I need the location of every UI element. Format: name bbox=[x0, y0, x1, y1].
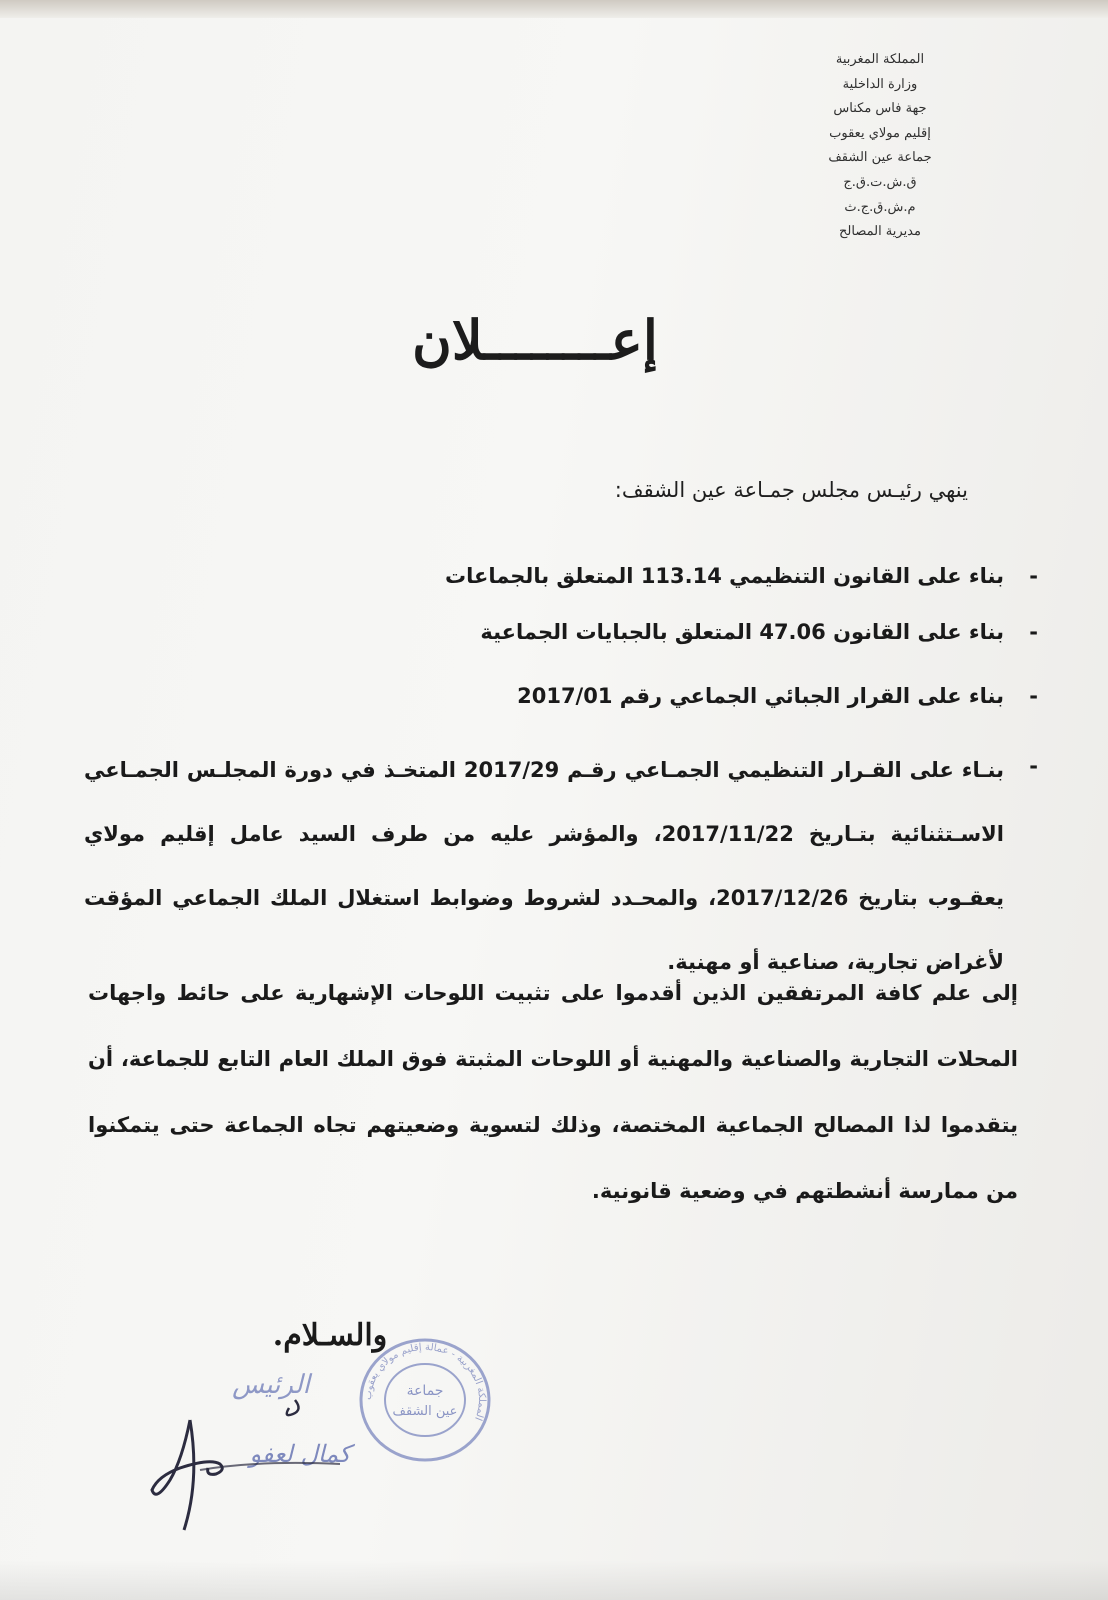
letterhead bbox=[780, 48, 980, 245]
list-item-text: بناء على القرار الجبائي الجماعي رقم 2017/01 bbox=[517, 684, 1004, 708]
letterhead-line: جهة فاس مكناس bbox=[833, 101, 927, 117]
bullet-dash: - bbox=[1029, 754, 1038, 778]
signer-name: كمال لعفو bbox=[249, 1440, 351, 1468]
bullet-dash: - bbox=[1029, 564, 1038, 588]
list-item-text: بنـاء على القـرار التنظيمي الجمـاعي رقـم 2017/29 المتخـذ في دورة المجلـس الجمـاعي الاسـتثنائية بتـاريخ 2017/11/22، والمؤشر عليه من طرف السيد عامل إقليم مولاي يعقـوب بتاريخ 2017/12/26، والمحـدد لشروط وضوابط استغلال الملك الجماعي المؤقت لأغراض تجارية، صناعية أو مهنية. bbox=[84, 758, 1005, 974]
letterhead-line: إقليم مولاي يعقوب bbox=[829, 125, 931, 141]
list-item-text: بناء على القانون 47.06 المتعلق بالجبايات الجماعية bbox=[480, 620, 1004, 644]
bullet-dash: - bbox=[1029, 620, 1038, 644]
intro-line: ينهي رئيـس مجلس جمـاعة عين الشقف: bbox=[614, 478, 968, 502]
notice-paragraph: إلى علم كافة المرتفقين الذين أقدموا على تثبيت اللوحات الإشهارية على حائط واجهات المحلات التجارية والصناعية والمهنية أو اللوحات المثبتة فوق الملك العام التابع للجماعة، أن يتقدموا لذا المصالح الجماعية المختصة، وذلك لتسوية وضعيتهم تجاه الجماعة حتى يتمكنوا من ممارسة أنشطتهم في وضعية قانونية. bbox=[88, 981, 1018, 1203]
list-item-text: بناء على القانون التنظيمي 113.14 المتعلق بالجماعات bbox=[445, 564, 1004, 588]
stamp-inner-text: عين الشقف bbox=[392, 1404, 458, 1419]
letterhead-line: مديرية المصالح bbox=[839, 224, 921, 240]
stamp-inner-text: جماعة bbox=[406, 1383, 444, 1399]
page-bottom-shadow bbox=[0, 1560, 1108, 1600]
president-label: الرئيس bbox=[232, 1370, 310, 1400]
handwritten-signature bbox=[140, 1380, 380, 1550]
page-top-edge bbox=[0, 0, 1108, 18]
closing-salutation: والسـلام. bbox=[272, 1318, 388, 1353]
bullet-dash: - bbox=[1029, 684, 1038, 708]
letterhead-line: وزارة الداخلية bbox=[842, 76, 918, 92]
document-title: إعــــــــلان bbox=[412, 308, 658, 372]
letterhead-line: المملكة المغربية bbox=[835, 52, 925, 67]
letterhead-line: جماعة عين الشقف bbox=[828, 150, 932, 166]
letterhead-line: م.ش.ق.ج.ث bbox=[844, 199, 916, 215]
letterhead-line: ق.ش.ت.ق.ج bbox=[843, 174, 917, 190]
stamp-outer-text: المملكة المغربية - عمالة إقليم مولاي يعقوب bbox=[362, 1341, 488, 1422]
